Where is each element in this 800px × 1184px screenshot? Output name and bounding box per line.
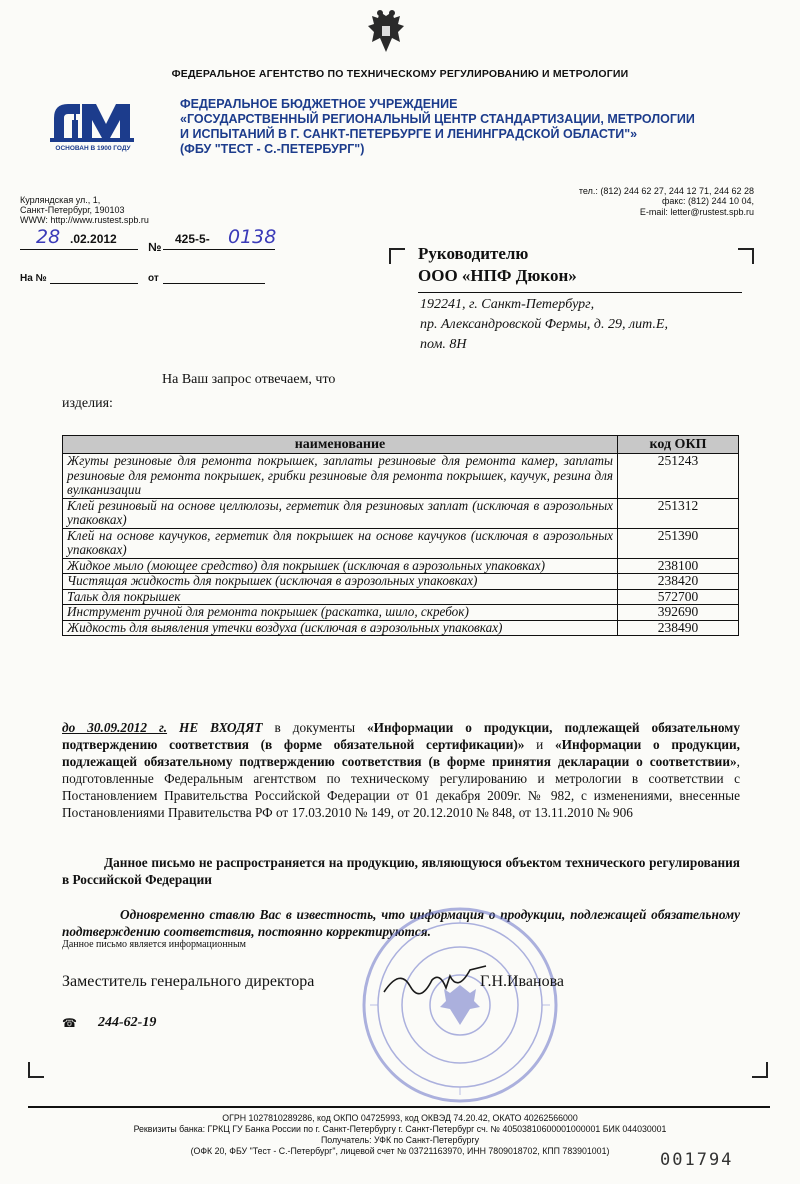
number-handwritten: 0138 <box>228 226 277 248</box>
ref-line <box>50 283 138 284</box>
signatory-name: Г.Н.Иванова <box>480 973 565 990</box>
paragraph-text: и <box>524 737 555 752</box>
coat-of-arms-icon <box>366 8 406 60</box>
okp-code: 251390 <box>618 528 739 558</box>
table-row <box>63 558 739 574</box>
scope-note: Данное письмо не распространяется на продукцию, являющуюся объектом технического регулирования в Российской Федерации <box>62 855 740 887</box>
recipient-company: ООО «НПФ Дюкон» <box>418 266 577 285</box>
institution-line-1: ФЕДЕРАЛЬНОЕ БЮДЖЕТНОЕ УЧРЕЖДЕНИЕ <box>180 97 458 111</box>
product-name: Жгуты резиновые для ремонта покрышек, заплаты резиновые для ремонта камер, заплаты резиновые для ремонта покрышек, грибки резиновые для ремонта покрышек, каучук, резина для вулканизации <box>63 454 618 499</box>
okp-code: 251243 <box>618 454 739 499</box>
institution-line-4: (ФБУ "ТЕСТ - С.-ПЕТЕРБУРГ") <box>180 142 365 156</box>
table-row <box>63 574 739 590</box>
footer-divider <box>28 1106 770 1108</box>
okp-code: 238490 <box>618 620 739 636</box>
email[interactable]: E-mail: letter@rustest.spb.ru <box>639 207 754 217</box>
document-title-2: «Информации о продукции, подлежащей обязательному подтверждению соответствия (в форме принятия декларации о соответствии» <box>62 737 740 769</box>
okp-code: 238100 <box>618 558 739 574</box>
not-included-label: НЕ ВХОДЯТ <box>179 720 263 735</box>
from-line <box>163 283 265 284</box>
telephone-icon: ☎ <box>62 1016 77 1030</box>
handwritten-signature <box>380 962 490 1002</box>
deadline-date: до 30.09.2012 г. <box>62 720 168 735</box>
website[interactable]: WWW: http://www.rustest.spb.ru <box>20 215 149 225</box>
contact-phone: 244-62-19 <box>98 1015 157 1030</box>
products-table <box>62 435 739 636</box>
recipient-corner-tr <box>738 248 754 264</box>
recipient-address-line: 192241, г. Санкт-Петербург, <box>420 297 595 312</box>
institution-line-2: «ГОСУДАРСТВЕННЫЙ РЕГИОНАЛЬНЫЙ ЦЕНТР СТАНДАРТИЗАЦИИ, МЕТРОЛОГИИ <box>180 112 695 126</box>
col-header-code: код ОКП <box>618 436 739 454</box>
table-header-row <box>63 436 739 454</box>
product-name: Жидкое мыло (моющее средство) для покрышек (исключая в аэрозольных упаковках) <box>63 558 618 574</box>
product-name: Тальк для покрышек <box>63 589 618 605</box>
product-name: Клей резиновый на основе целлюлозы, герметик для резиновых заплат (исключая в аэрозольных упаковках) <box>63 498 618 528</box>
recipient-address-line: пом. 8Н <box>420 337 467 352</box>
okp-code: 572700 <box>618 589 739 605</box>
paragraph-text: в документы <box>262 720 367 735</box>
date-month-year: .02.2012 <box>70 232 117 246</box>
agency-title: ФЕДЕРАЛЬНОЕ АГЕНТСТВО ПО ТЕХНИЧЕСКОМУ РЕГУЛИРОВАНИЮ И МЕТРОЛОГИИ <box>171 68 629 80</box>
footer-registration: ОГРН 1027810289286, код ОКПО 04725993, код ОКВЭД 74.20.42, ОКАТО 40262566000 <box>222 1113 578 1123</box>
paragraph-text: , подготовленные Федеральным агентством по техническому регулированию и метрологии в соответствии с Постановлением Правительства Российской Федерации от 01 декабря 2009г. № 982, с изменениями, внесенные Постановлениями Правительства РФ от 17.03.2010 № 149, от 20.12.2010 № 848, от 13.11.2010 № 906 <box>62 754 740 820</box>
institution-line-3: И ИСПЫТАНИЙ В Г. САНКТ-ПЕТЕРБУРГЕ И ЛЕНИНГРАДСКОЙ ОБЛАСТИ"» <box>180 127 638 141</box>
col-header-name: наименование <box>63 436 618 454</box>
phone-numbers: тел.: (812) 244 62 27, 244 12 71, 244 62 28 <box>578 186 754 196</box>
intro-text-2: изделия: <box>62 396 113 411</box>
okp-code: 238420 <box>618 574 739 590</box>
recipient-address <box>420 295 668 355</box>
logo-caption: ОСНОВАН В 1900 ГОДУ <box>55 145 131 152</box>
recipient-title: Руководителю <box>418 244 529 263</box>
page-corner-bl <box>28 1062 44 1078</box>
from-label: от <box>148 273 159 284</box>
csm-logo-icon <box>50 98 134 150</box>
number-prefix: 425-5- <box>175 232 210 246</box>
correction-note: Одновременно ставлю Вас в известность, что информация о продукции, подлежащей обязательному подтверждению соответствия, постоянно корректируются. <box>62 907 740 939</box>
date-line <box>20 249 138 250</box>
table-row <box>63 589 739 605</box>
main-paragraph <box>62 719 740 821</box>
recipient-underline <box>418 292 742 293</box>
table-row <box>63 454 739 499</box>
intro-text: На Ваш запрос отвечаем, что <box>162 372 336 387</box>
table-row <box>63 498 739 528</box>
official-stamp <box>360 905 560 1105</box>
okp-code: 251312 <box>618 498 739 528</box>
product-name: Чистящая жидкость для покрышек (исключая в аэрозольных упаковках) <box>63 574 618 590</box>
fax-number: факс: (812) 244 10 04, <box>662 196 754 206</box>
info-note: Данное письмо является информационным <box>62 939 246 950</box>
product-name: Жидкость для выявления утечки воздуха (исключая в аэрозольных упаковках) <box>63 620 618 636</box>
document-title-1: «Информации о продукции, подлежащей обязательному подтверждению соответствия (в форме обязательной сертификации)» <box>62 720 740 752</box>
table-row <box>63 528 739 558</box>
recipient-address-line: пр. Александровской Фермы, д. 29, лит.Е, <box>420 317 668 332</box>
table-row <box>63 620 739 636</box>
ref-label: На № <box>20 273 47 284</box>
footer-recipient: Получатель: УФК по Санкт-Петербургу <box>320 1135 479 1145</box>
table-row <box>63 605 739 621</box>
number-line <box>163 249 275 250</box>
date-day-handwritten: 28 <box>36 226 61 248</box>
footer-account: (ОФК 20, ФБУ "Тест - С.-Петербург", лицевой счет № 03721163970, ИНН 7809018702, КПП 783901001) <box>190 1146 610 1156</box>
product-name: Клей на основе каучуков, герметик для покрышек на основе каучуков (исключая в аэрозольных упаковках) <box>63 528 618 558</box>
address-line-2: Санкт-Петербург, 190103 <box>20 205 125 215</box>
recipient-corner-tl <box>389 248 405 264</box>
page-corner-br <box>752 1062 768 1078</box>
product-name: Инструмент ручной для ремонта покрышек (раскатка, шило, скребок) <box>63 605 618 621</box>
number-label: № <box>148 240 162 254</box>
address-line-1: Курляндская ул., 1, <box>20 195 101 205</box>
footer-bank: Реквизиты банка: ГРКЦ ГУ Банка России по г. Санкт-Петербургу г. Санкт-Петербург сч. № 40503810600001000001 БИК 044030001 <box>133 1124 667 1134</box>
okp-code: 392690 <box>618 605 739 621</box>
signatory-title: Заместитель генерального директора <box>62 973 315 990</box>
serial-number: 001794 <box>660 1150 734 1170</box>
